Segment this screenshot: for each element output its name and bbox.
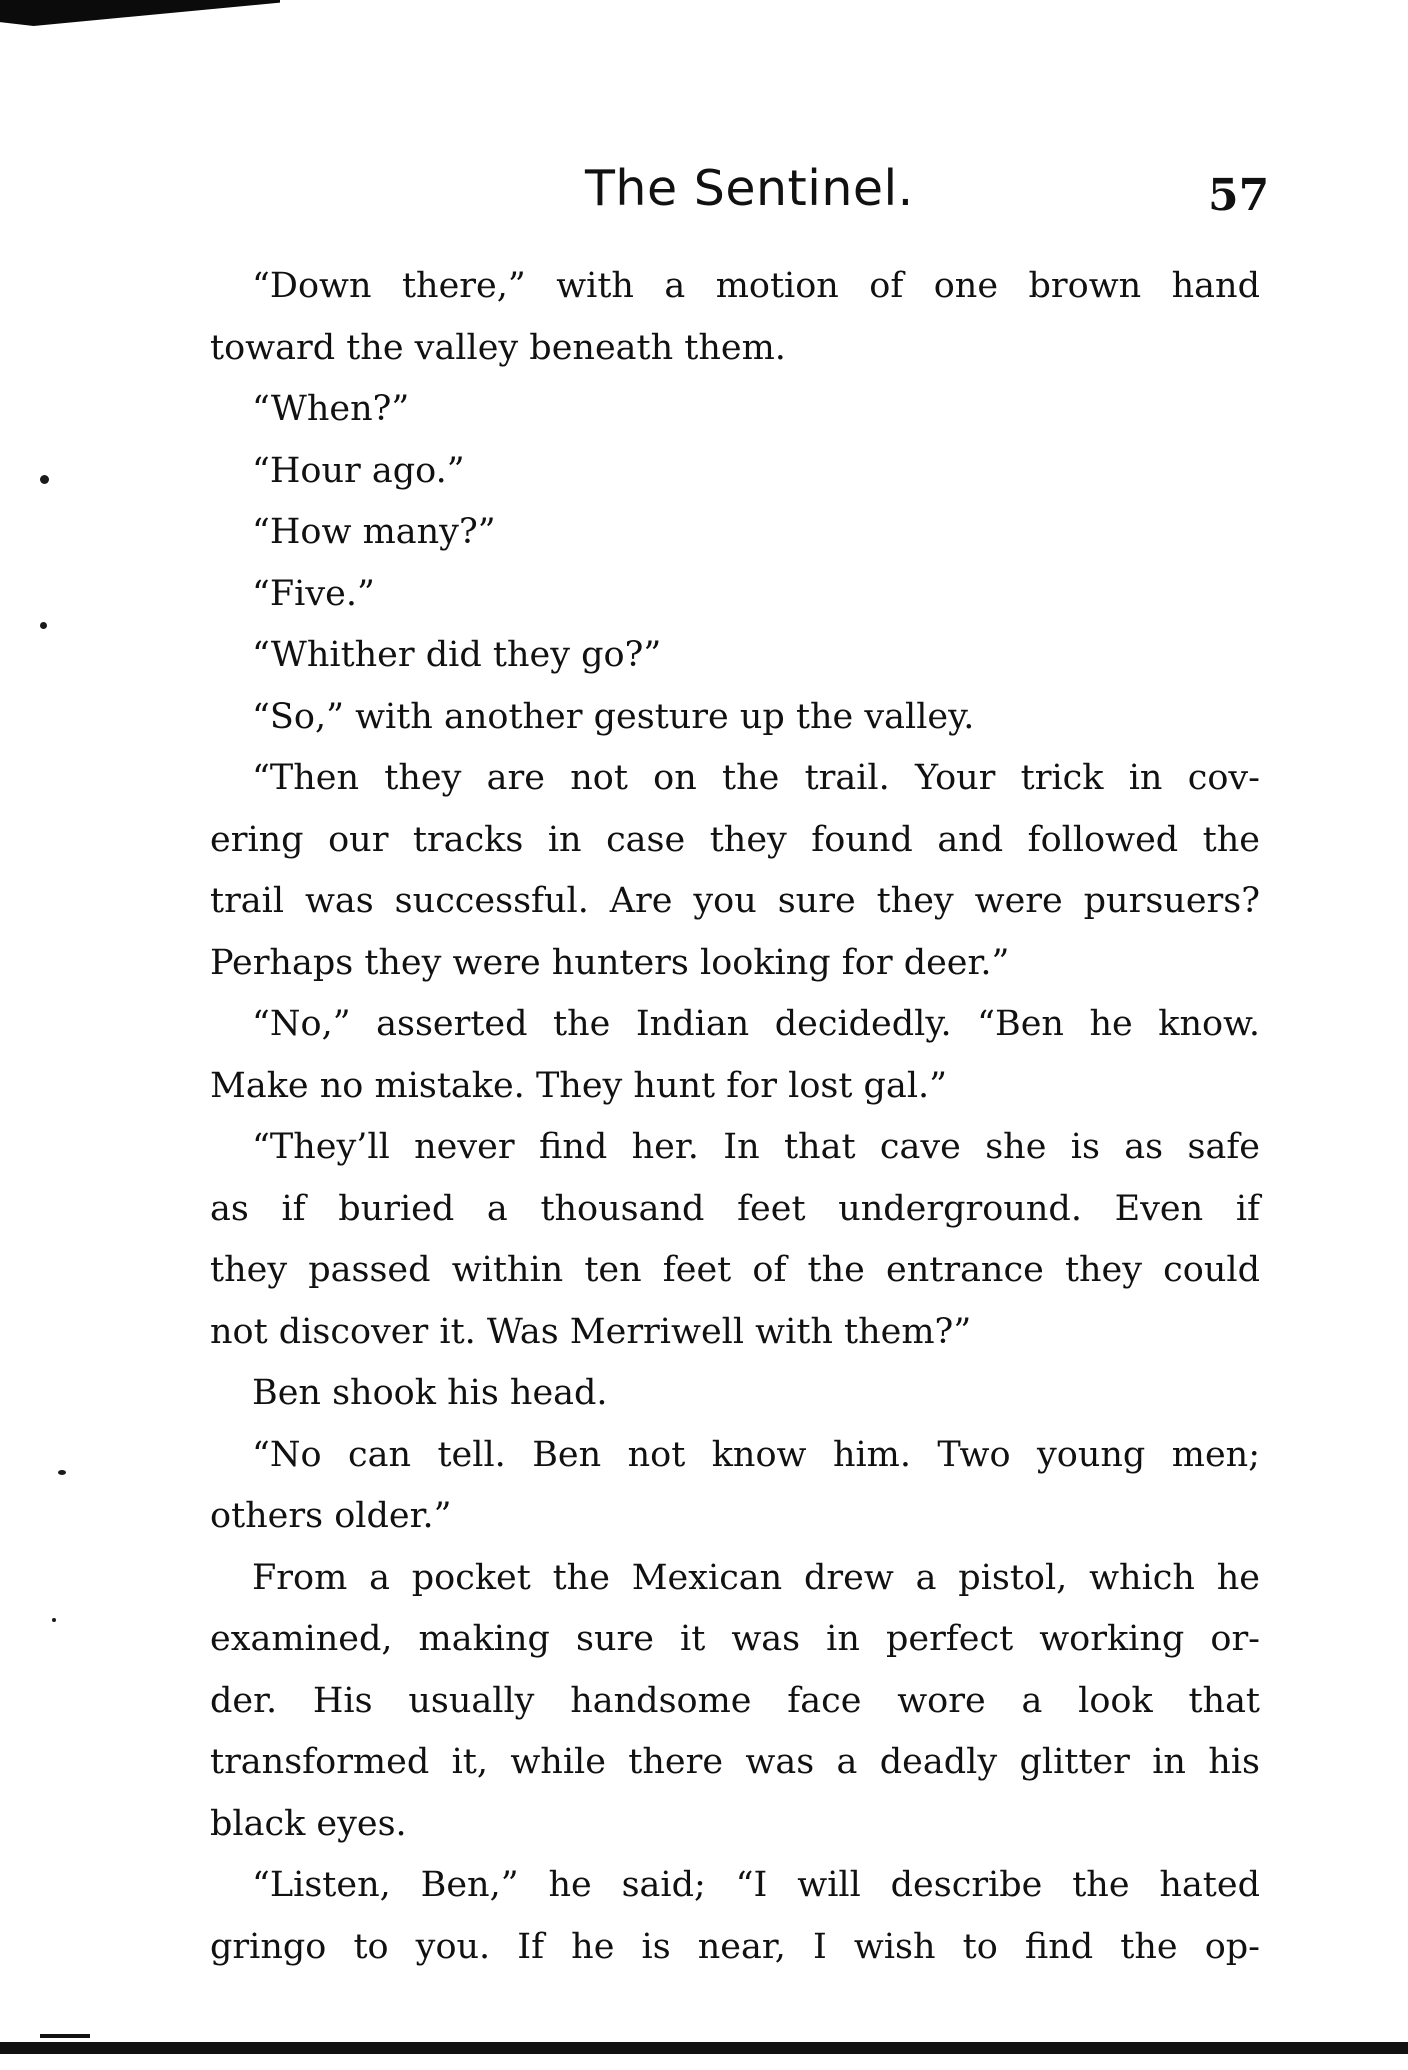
text-line: der. His usually handsome face wore a look that: [210, 1680, 1260, 1721]
text-line: transformed it, while there was a deadly glitter in his: [210, 1742, 1260, 1782]
text-line: as if buried a thousand feet underground. Even if: [210, 1188, 1260, 1229]
text-line: toward the valley beneath them.: [210, 327, 786, 368]
text-line: “How many?”: [252, 512, 496, 552]
margin-speck: [58, 1470, 66, 1475]
text-line: examined, making sure it was in perfect working or-: [210, 1619, 1260, 1659]
page-number: 57: [1208, 170, 1270, 221]
text-line: Ben shook his head.: [252, 1373, 608, 1413]
text-line: others older.”: [210, 1496, 452, 1536]
text-line: Make no mistake. They hunt for lost gal.”: [210, 1065, 948, 1106]
text-line: “Then they are not on the trail. Your trick in cov-: [252, 758, 1260, 798]
text-line: trail was successful. Are you sure they were pursuers?: [210, 881, 1260, 921]
text-line: Perhaps they were hunters looking for deer.”: [210, 942, 1010, 983]
running-title: The Sentinel.: [585, 160, 914, 217]
text-line: ering our tracks in case they found and followed the: [210, 819, 1260, 860]
text-line: “They’ll never find her. In that cave she is as safe: [252, 1127, 1260, 1167]
body-text: [210, 256, 1260, 1978]
text-line: “No can tell. Ben not know him. Two young men;: [252, 1434, 1260, 1475]
text-line: black eyes.: [210, 1803, 407, 1844]
margin-speck: [40, 475, 49, 484]
text-line: “When?”: [252, 389, 410, 429]
margin-speck: [52, 1618, 56, 1622]
margin-speck: [40, 622, 47, 629]
bottom-rule-tail: [40, 2034, 90, 2038]
text-line: gringo to you. If he is near, I wish to find the op-: [210, 1926, 1260, 1967]
text-line: “Down there,” with a motion of one brown hand: [252, 266, 1260, 306]
text-line: “Five.”: [252, 573, 375, 614]
text-line: “Hour ago.”: [252, 450, 465, 491]
text-line: they passed within ten feet of the entrance they could: [210, 1250, 1260, 1290]
text-line: “No,” asserted the Indian decidedly. “Ben he know.: [252, 1004, 1260, 1044]
page-header: [0, 150, 1408, 230]
text-line: “So,” with another gesture up the valley.: [252, 696, 975, 737]
text-line: From a pocket the Mexican drew a pistol, which he: [252, 1557, 1260, 1598]
bottom-rule: [0, 2042, 1408, 2054]
text-line: not discover it. Was Merriwell with them?”: [210, 1311, 972, 1352]
text-line: “Listen, Ben,” he said; “I will describe the hated: [252, 1865, 1260, 1905]
scan-edge-smudge: [0, 0, 280, 26]
text-line: “Whither did they go?”: [252, 635, 662, 675]
